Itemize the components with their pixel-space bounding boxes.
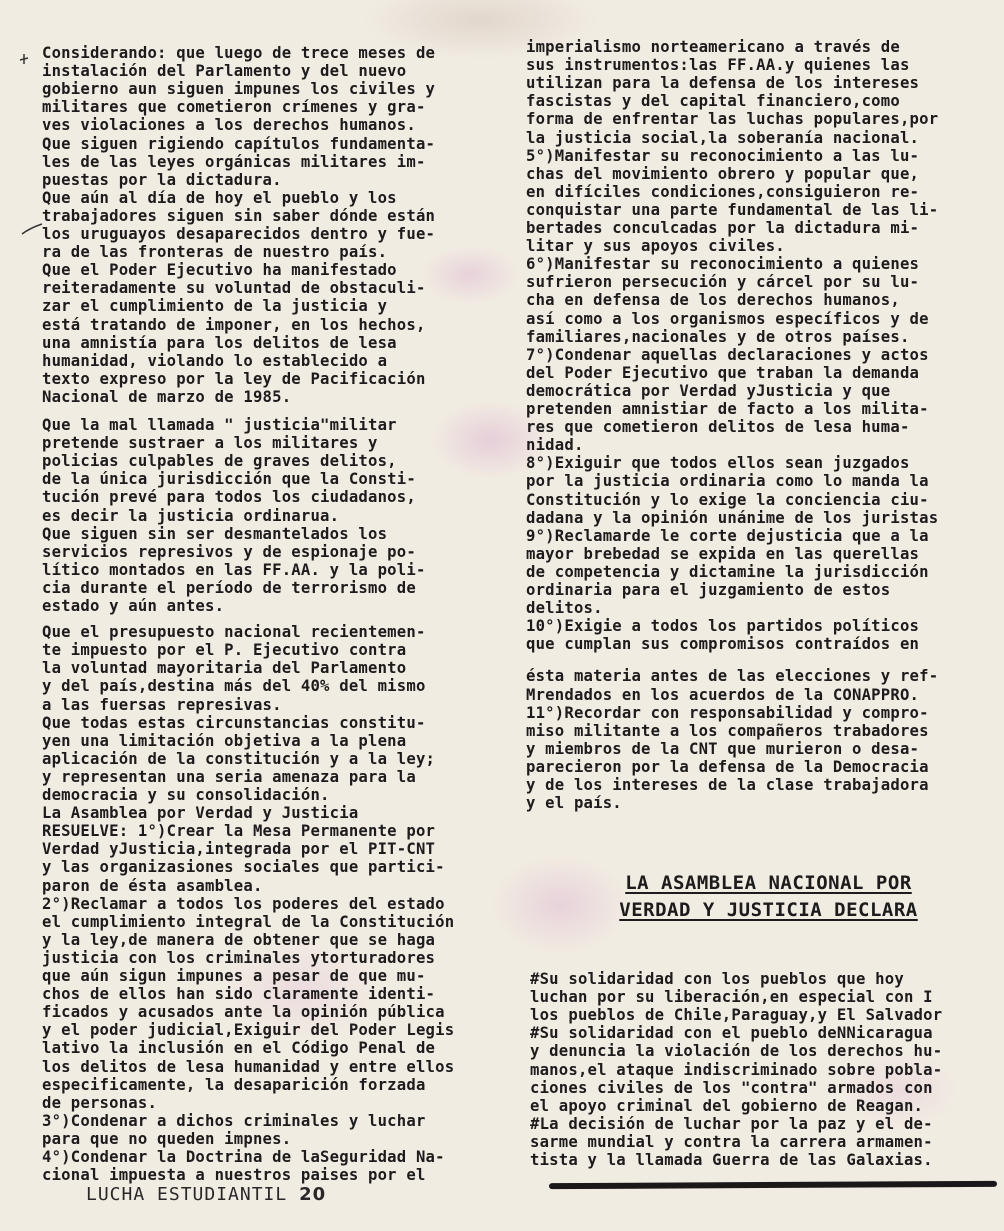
- right-column-line: pretenden amnistiar de facto a los milita-: [526, 400, 929, 418]
- right-column-line: familiares,nacionales y de otros países.: [526, 327, 910, 346]
- margin-tick-mark: [18, 52, 38, 66]
- declaration-title-line-2: VERDAD Y JUSTICIA DECLARA: [619, 899, 918, 921]
- left-column-line: la voluntad mayoritaria del Parlamento: [42, 659, 407, 678]
- right-column-line: conquistar una parte fundamental de las li-: [526, 200, 939, 219]
- declaration-line: tista y la llamada Guerra de las Galaxias.: [530, 1151, 933, 1169]
- declaration-line: #La decisión de luchar por la paz y el de-: [530, 1114, 933, 1133]
- bottom-rule: [549, 1181, 997, 1189]
- right-column-line: en difíciles condiciones,consiguieron re-: [526, 182, 920, 201]
- right-column-line: que cumplan sus compromisos contraídos en: [526, 635, 920, 654]
- left-column-line: Considerando: que luego de trece meses de: [42, 44, 436, 62]
- left-column-line: zar el cumplimiento de la justicia y: [42, 297, 388, 316]
- left-column-line: es decir la justicia ordinarua.: [42, 506, 340, 525]
- left-column-line: 4°)Condenar la Doctrina de laSeguridad Na-: [42, 1148, 445, 1166]
- right-column-line: 9°)Reclamarde le corte dejusticia que a la: [526, 526, 929, 545]
- left-column-line: 3°)Condenar a dichos criminales y luchar: [42, 1111, 426, 1130]
- right-column-line: ésta materia antes de las elecciones y ref-: [526, 667, 939, 686]
- left-column-line: está tratando de imponer, en los hechos,: [42, 315, 426, 334]
- right-column-line: utilizan para la defensa de los intereses: [526, 74, 920, 93]
- right-column-line: sufrieron persecución y cárcel por su lu-: [526, 273, 920, 292]
- left-column-line: texto expreso por la ley de Pacificación: [42, 369, 426, 388]
- left-column-line: una amnistía para los delitos de lesa: [42, 333, 397, 352]
- left-column-line: les de las leyes orgánicas militares im-: [42, 152, 426, 171]
- right-column-line: 5°)Manifestar su reconocimiento a las lu-: [526, 146, 920, 165]
- left-column-line: militares que cometieron crímenes y gra-: [42, 98, 426, 117]
- page-number: 20: [299, 1184, 327, 1205]
- left-column-line: de personas.: [42, 1093, 158, 1112]
- left-column-line: La Asamblea por Verdad y Justicia: [42, 804, 359, 823]
- left-column-line: Nacional de marzo de 1985.: [42, 387, 292, 406]
- left-column-line: y del país,destina más del 40% del mismo: [42, 677, 426, 696]
- declaration-line: luchan por su liberación,en especial con I: [530, 988, 933, 1007]
- left-column-line: y representan una seria amenaza para la: [42, 767, 416, 786]
- left-column-line: Que siguen sin ser desmantelados los: [42, 524, 388, 543]
- right-column-line: res que cometieron delitos de lesa huma-: [526, 418, 910, 437]
- left-column-line: gobierno aun siguen impunes los civiles y: [42, 80, 436, 99]
- right-column-line: cha en defensa de los derechos humanos,: [526, 291, 900, 310]
- left-column-line: especificamente, la desaparición forzada: [42, 1075, 426, 1094]
- declaration-line: #Su solidaridad con el pueblo deNNicaragua: [530, 1024, 933, 1043]
- declaration-line: y denuncia la violación de los derechos hu-: [530, 1042, 943, 1061]
- left-column-line: pretende sustraer a los militares y: [42, 434, 378, 453]
- right-column-line: democrática por Verdad yJusticia y que: [526, 381, 891, 400]
- right-column-line: Mrendados en los acuerdos de la CONAPPRO.: [526, 685, 920, 704]
- publication-name: LUCHA ESTUDIANTIL: [86, 1184, 288, 1205]
- left-column-line: Verdad yJusticia,integrada por el PIT-CNT: [42, 840, 436, 859]
- left-column-line: chos de ellos han sido claramente identi-: [42, 985, 436, 1004]
- left-column-line: cia durante el período de terrorismo de: [42, 578, 416, 597]
- right-column-line: sus instrumentos:las FF.AA.y quienes las: [526, 56, 910, 75]
- right-column-line: imperialismo norteamericano a través de: [526, 38, 900, 56]
- left-column-line: lativo la inclusión en el Código Penal de: [42, 1039, 436, 1058]
- page-footer: [86, 1184, 326, 1205]
- left-column-line: y las organizasiones sociales que partici-: [42, 858, 445, 877]
- margin-pen-mark: [20, 222, 44, 236]
- right-column-line: y miembros de la CNT que murieron o desa-: [526, 739, 920, 758]
- left-column-line: policias culpables de graves delitos,: [42, 452, 397, 471]
- left-column-line: Que el Poder Ejecutivo ha manifestado: [42, 261, 397, 280]
- left-column-line: que aún sigun impunes a pesar de que mu-: [42, 967, 426, 985]
- left-column-line: reiteradamente su voluntad de obstaculi-: [42, 279, 426, 298]
- left-column-line: democracia y su consolidación.: [42, 786, 330, 804]
- left-column-line: instalación del Parlamento y del nuevo: [42, 62, 407, 81]
- left-column-line: Que todas estas circunstancias constitu-: [42, 713, 426, 732]
- right-column-line: fascistas y del capital financiero,como: [526, 92, 900, 111]
- right-column-line: parecieron por la defensa de la Democracia: [526, 757, 929, 776]
- right-column-line: 8°)Exiguir que todos ellos sean juzgados: [526, 454, 910, 473]
- left-column-line: los uruguayos desaparecidos dentro y fue-: [42, 225, 436, 243]
- right-column-line: 10°)Exigie a todos los partidos políticos: [526, 617, 920, 636]
- left-column-line: RESUELVE: 1°)Crear la Mesa Permanente por: [42, 822, 436, 841]
- left-column-line: y el poder judicial,Exiguir del Poder Legis: [42, 1021, 455, 1040]
- left-column-line: Que aún al día de hoy el pueblo y los: [42, 188, 397, 207]
- right-column-line: ordinaria para el juzgamiento de estos: [526, 581, 891, 599]
- declaration-title-line-1: LA ASAMBLEA NACIONAL POR: [625, 872, 912, 894]
- left-column-line: tución prevé para todos los ciudadanos,: [42, 488, 416, 507]
- left-column-line: ficados y acusados ante la opinión pública: [42, 1003, 445, 1022]
- left-column-line: lítico montados en las FF.AA. y la poli-: [42, 560, 426, 579]
- left-column-line: 2°)Reclamar a todos los poderes del estado: [42, 894, 445, 913]
- right-column-line: dadana y la opinión unánime de los juristas: [526, 508, 939, 527]
- right-column-line: chas del movimiento obrero y popular que,: [526, 164, 920, 183]
- right-column-line: la justicia social,la soberanía nacional.: [526, 128, 920, 147]
- left-column-line: Que siguen rigiendo capítulos fundamenta-: [42, 134, 436, 153]
- declaration-line: los pueblos de Chile,Paraguay,y El Salvador: [530, 1006, 943, 1025]
- declaration-line: el apoyo criminal del gobierno de Reagan.: [530, 1096, 924, 1115]
- left-column-line: de la única jurisdicción que la Consti-: [42, 470, 416, 489]
- left-column-line: servicios represivos y de espionaje po-: [42, 542, 416, 561]
- right-column-line: así como a los organismos específicos y de: [526, 309, 929, 328]
- left-column-line: paron de ésta asamblea.: [42, 876, 263, 895]
- left-column-line: el cumplimiento integral de la Constitución: [42, 912, 455, 931]
- right-column-line: litar y sus apoyos civiles.: [526, 237, 785, 256]
- left-column-line: a las fuersas represivas.: [42, 695, 282, 714]
- left-column-line: justicia con los criminales ytorturadores: [42, 948, 436, 967]
- right-column-line: mayor brebedad se expida en las querellas: [526, 544, 920, 563]
- declaration-line: #Su solidaridad con los pueblos que hoy: [530, 970, 904, 988]
- left-column-line: trabajadores siguen sin saber dónde están: [42, 206, 436, 225]
- left-column-line: Que el presupuesto nacional recientemen-: [42, 623, 426, 642]
- right-column-line: forma de enfrentar las luchas populares,por: [526, 110, 939, 129]
- left-column-line: Que la mal llamada " justicia"militar: [42, 416, 397, 434]
- left-column-line: puestas por la dictadura.: [42, 170, 282, 189]
- right-column-line: y el país.: [526, 794, 622, 813]
- right-column-line: Constitución y lo exige la conciencia ciu-: [526, 490, 929, 509]
- left-column-line: ra de las fronteras de nuestro país.: [42, 243, 388, 262]
- declaration-line: ciones civiles de los "contra" armados con: [530, 1078, 933, 1097]
- left-column-line: para que no queden impnes.: [42, 1129, 292, 1148]
- right-column-line: nidad.: [526, 436, 584, 455]
- right-column-line: delitos.: [526, 599, 603, 618]
- left-column-line: aplicación de la constitución y a la ley;: [42, 749, 436, 768]
- right-column-line: de competencia y dictamine la jurisdicción: [526, 562, 929, 581]
- right-column-line: 11°)Recordar con responsabilidad y compro-: [526, 703, 929, 722]
- right-column-line: del Poder Ejecutivo que traban la demanda: [526, 363, 920, 382]
- right-column-line: 6°)Manifestar su reconocimiento a quienes: [526, 255, 920, 274]
- left-column-line: ves violaciones a los derechos humanos.: [42, 116, 416, 135]
- right-column-line: por la justicia ordinaria como lo manda la: [526, 472, 929, 491]
- left-column-line: te impuesto por el P. Ejecutivo contra: [42, 641, 407, 660]
- right-column-line: y de los intereses de la clase trabajadora: [526, 776, 929, 794]
- right-column-line: 7°)Condenar aquellas declaraciones y actos: [526, 345, 929, 364]
- left-column-line: humanidad, violando lo establecido a: [42, 351, 388, 370]
- declaration-line: manos,el ataque indiscriminado sobre pobla-: [530, 1060, 943, 1079]
- right-column-line: miso militante a los compañeros trabadores: [526, 721, 929, 740]
- left-column-line: y la ley,de manera de obtener que se haga: [42, 930, 436, 949]
- left-column-line: yen una limitación objetiva a la plena: [42, 731, 407, 750]
- declaration-line: sarme mundial y contra la carrera armamen-: [530, 1132, 933, 1151]
- left-column-line: los delitos de lesa humanidad y entre ellos: [42, 1057, 455, 1076]
- right-column-line: bertades conculcadas por la dictadura mi-: [526, 219, 920, 237]
- left-column-line: cional impuesta a nuestros paises por el: [42, 1166, 426, 1185]
- left-column-line: estado y aún antes.: [42, 597, 225, 615]
